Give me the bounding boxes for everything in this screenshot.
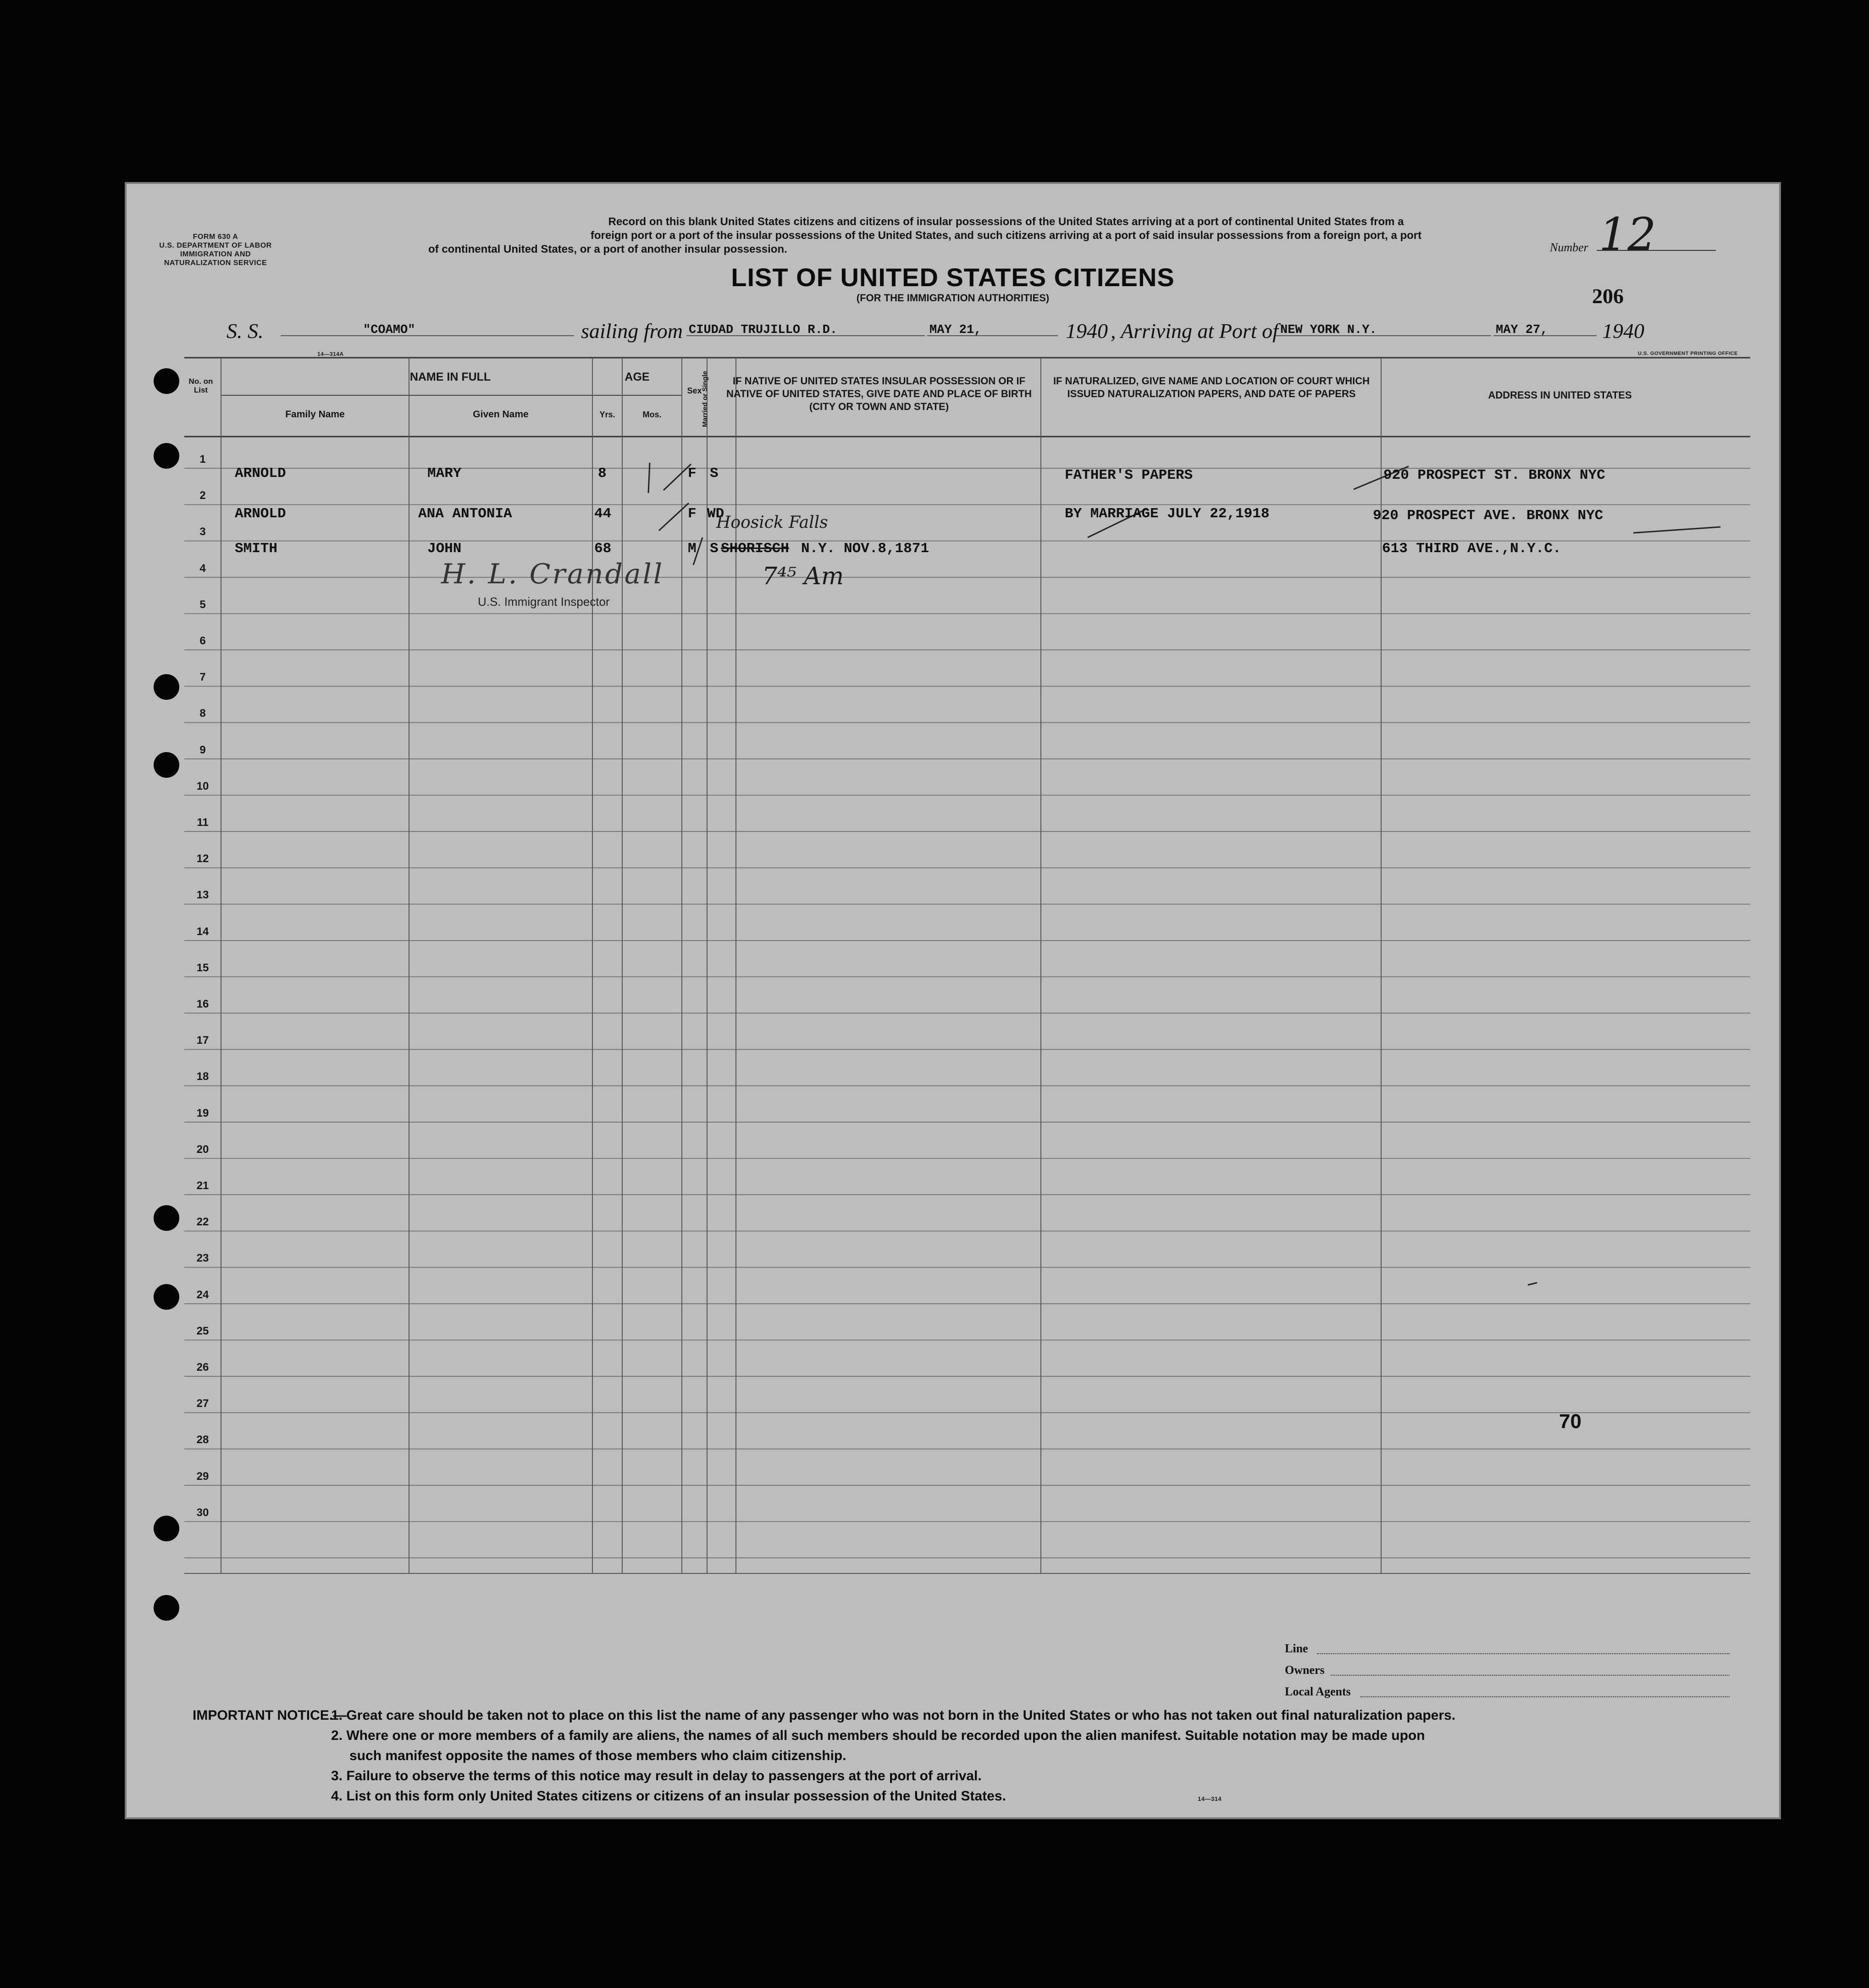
printing-office: U.S. GOVERNMENT PRINTING OFFICE [1638,351,1738,356]
form-code: 14—314A [317,351,344,357]
row-number: 7 [199,671,206,684]
page-title: LIST OF UNITED STATES CITIZENS [731,263,1175,292]
header-married-single: Married or Single [701,371,709,427]
departure-date: MAY 21, [929,323,982,337]
passenger-1-marital: S [710,465,719,482]
department: U.S. DEPARTMENT OF LABOR [159,242,272,249]
count-stamp: 70 [1559,1410,1581,1433]
row-number: 23 [196,1252,209,1265]
notice-1: 1. Great care should be taken not to place on this list the name of any passenger who was not born in the United States or who has not taken out final naturalization papers. [331,1708,1456,1723]
punch-hole [154,1516,179,1541]
row-number: 10 [196,780,209,792]
arrival-date: MAY 27, [1496,323,1548,337]
departure-port: CIUDAD TRUJILLO R.D. [689,323,838,337]
punch-hole [154,674,179,700]
punch-hole [154,1205,179,1231]
passenger-1-sex: F [688,465,697,482]
passenger-3-age: 68 [594,541,612,557]
header-native-birth: IF NATIVE OF UNITED STATES INSULAR POSSESSION OR IF NATIVE OF UNITED STATES, GIVE DATE AND PLACE OF BIRTH (CITY OR TOWN AND STATE) [726,375,1032,412]
ship-name: "COAMO" [363,323,415,337]
row-number: 8 [199,707,206,720]
page-stamp: 206 [1592,284,1624,308]
header-name-in-full: NAME IN FULL [409,371,491,383]
owners-label: Owners [1285,1663,1325,1677]
notice-4: 4. List on this form only United States citizens or citizens of an insular possession of the United States. [331,1789,1006,1804]
passenger-3-family: SMITH [235,541,278,557]
header-no: No. on List [188,377,213,394]
row-number: 14 [196,925,209,938]
header-given-name: Given Name [473,409,529,420]
notice-3: 3. Failure to observe the terms of this notice may result in delay to passengers at the port of arrival. [331,1768,982,1783]
passenger-3-marital: S [710,541,719,557]
row-number: 29 [196,1470,209,1483]
row-number: 22 [196,1216,209,1229]
passenger-1-family: ARNOLD [235,465,286,482]
header-age: AGE [625,371,650,383]
passenger-3-address: 613 THIRD AVE.,N.Y.C. [1382,541,1561,557]
arriving-label: , Arriving at Port of [1111,319,1278,343]
sailing-from-label: sailing from [581,319,683,343]
handwritten-tick [648,463,650,493]
row-number: 1 [199,453,206,465]
footer-code: 14—314 [1198,1795,1222,1802]
passenger-2-sex: F [688,506,697,522]
punch-hole [154,1284,179,1310]
punch-hole [154,1595,179,1621]
row-number: 17 [196,1034,209,1047]
row-number: 2 [199,489,206,502]
row-number: 11 [197,816,209,829]
owners-field [1331,1675,1730,1676]
row-number: 20 [196,1143,209,1156]
arrival-time-note: 7⁴⁵ Am [762,563,844,590]
preamble [424,215,1588,256]
punch-hole [154,368,179,394]
header-yrs: Yrs. [599,410,615,419]
row-number: 30 [196,1506,209,1519]
service-line-1: IMMIGRATION AND [180,250,251,258]
row-number: 15 [196,961,209,974]
row-number: 6 [199,635,206,647]
passenger-3-sex: M [688,541,697,557]
row-number: 24 [196,1288,209,1301]
passenger-1-age: 8 [598,465,607,482]
row-number: 5 [199,598,206,611]
preamble-line-1: Record on this blank United States citizens and citizens of insular possessions of the United States arriving at a port of continental United States from a [608,216,1404,228]
page-subtitle: (FOR THE IMMIGRATION AUTHORITIES) [856,292,1050,304]
passenger-1-address: 920 PROSPECT ST. BRONX NYC [1383,467,1605,483]
notice-2-continued: such manifest opposite the names of those members who claim citizenship. [349,1748,846,1763]
arrival-port: NEW YORK N.Y. [1280,323,1377,337]
row-number: 28 [196,1434,209,1446]
row-number: 16 [196,998,209,1010]
header-address: ADDRESS IN UNITED STATES [1488,389,1632,401]
row-number: 9 [199,743,206,756]
preamble-line-3: of continental United States, or a port of another insular possession. [428,243,787,255]
punch-hole [154,752,179,778]
row-number: 26 [196,1361,209,1373]
local-agents-label: Local Agents [1285,1685,1351,1698]
number-handwritten: 12 [1599,209,1656,261]
passenger-1-given: MARY [427,465,462,482]
passenger-3-birth: N.Y. NOV.8,1871 [801,541,929,557]
preamble-line-2: foreign port or a port of the insular possessions of the United States, and such citizens arriving at a port of said insular possessions from a foreign port, a port [590,229,1422,242]
inspector-signature: H. L. Crandall [441,558,664,590]
passenger-2-age: 44 [594,506,612,522]
passenger-2-naturalized: BY MARRIAGE JULY 22,1918 [1065,506,1270,522]
passenger-2-marital: WD [707,506,724,522]
passenger-2-address: 920 PROSPECT AVE. BRONX NYC [1373,508,1604,524]
handwritten-tick [1633,527,1720,533]
departure-year: 1940 [1066,319,1108,343]
passenger-2-family: ARNOLD [235,506,286,522]
table-rules [125,182,1781,1819]
notice-2: 2. Where one or more members of a family are aliens, the names of all such members should be recorded upon the alien manifest. Suitable notation may be made upon [331,1728,1425,1743]
passenger-2-given: ANA ANTONIA [418,506,512,522]
row-number: 18 [196,1070,209,1083]
row-number: 21 [196,1180,209,1192]
line-label: Line [1285,1642,1308,1655]
header-naturalized: IF NATURALIZED, GIVE NAME AND LOCATION OF COURT WHICH ISSUED NATURALIZATION PAPERS, AND DATE OF PAPERS [1053,375,1370,399]
row-number: 3 [199,526,206,538]
local-agents-field [1360,1696,1730,1697]
punch-hole [154,443,179,469]
row-number: 27 [196,1397,209,1410]
header-mos: Mos. [642,410,662,419]
line-field [1317,1653,1730,1654]
handwritten-tick [1528,1283,1537,1285]
handwritten-hoosick-falls: Hoosick Falls [716,513,828,532]
ss-label: S. S. [227,319,264,343]
header-family-name: Family Name [285,409,345,420]
row-number: 13 [196,889,209,902]
passenger-1-naturalized: FATHER'S PAPERS [1065,467,1193,483]
header-sex: Sex [687,386,702,395]
passenger-3-birth-struck: SHORISCH [721,541,789,557]
form-number: FORM 630 A [193,233,238,241]
number-label: Number [1550,241,1588,254]
service-line-2: NATURALIZATION SERVICE [164,259,267,267]
passenger-3-given: JOHN [427,541,462,557]
manifest-sheet [125,182,1781,1819]
row-number: 25 [196,1324,209,1337]
handwritten-tick [659,503,689,531]
row-number: 4 [199,562,206,575]
inspector-title: U.S. Immigrant Inspector [478,595,610,609]
row-number: 19 [196,1107,209,1119]
important-notice-title: IMPORTANT NOTICE.— [193,1708,347,1723]
arrival-year: 1940 [1602,319,1644,343]
row-number: 12 [196,853,209,865]
